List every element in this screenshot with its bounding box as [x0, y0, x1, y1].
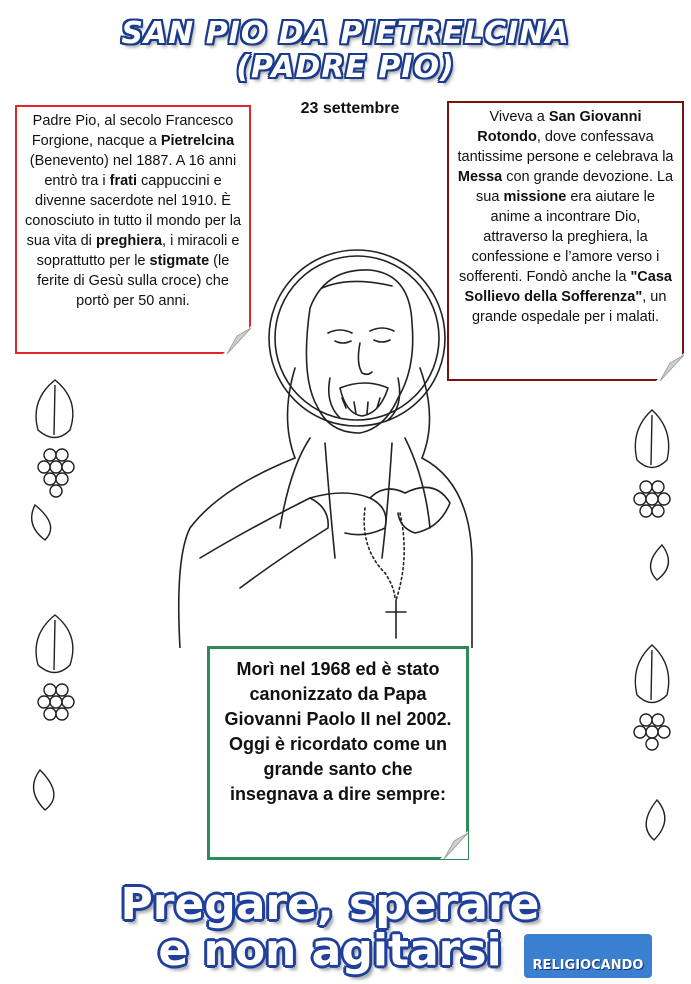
- feast-date: 23 settembre: [300, 100, 400, 117]
- note-text: Padre Pio, al secolo Francesco Forgione, nacque a: [31, 113, 234, 149]
- note-text: con grande devozione. La sua: [476, 169, 674, 205]
- leaf-icon: [32, 505, 51, 540]
- page-title: SAN PIO DA PIETRELCINA: [121, 16, 570, 51]
- note-text: , un grande ospedale per i malati.: [471, 289, 667, 325]
- note-text: Viveva a: [489, 109, 549, 125]
- grapes-icon: [634, 481, 670, 517]
- note-text: cappuccini e divenne sacerdote nel 1910. È conosciuto in tutto il mondo per la sua vita di: [25, 173, 242, 249]
- cross-icon: [386, 600, 406, 638]
- note-bold: Messa: [457, 169, 503, 185]
- slogan-line-1: Pregare, sperare: [120, 879, 540, 930]
- note-bold: preghiera: [95, 233, 163, 249]
- leaf-icon: [646, 800, 665, 840]
- grapes-icon: [38, 449, 74, 497]
- note-bold: stigmate: [149, 253, 210, 269]
- grapes-icon: [634, 714, 670, 750]
- page-subtitle: (PADRE PIO): [236, 50, 455, 85]
- note-bold: San Giovanni Rotondo: [477, 109, 642, 145]
- leaf-icon: [635, 410, 668, 468]
- page-curl-icon: [656, 353, 684, 381]
- page-curl-icon: [440, 831, 468, 859]
- grapes-icon: [38, 684, 74, 720]
- halo-icon: [269, 250, 445, 426]
- leaf-icon: [36, 615, 73, 673]
- leaf-icon: [34, 770, 54, 810]
- rosary-icon: [364, 508, 395, 600]
- note-bold: frati: [109, 173, 138, 189]
- religiocando-logo: [524, 934, 652, 978]
- slogan-line-2: e non agitarsi: [158, 925, 502, 976]
- note-text: Morì nel 1968 ed è stato canonizzato da Papa Giovanni Paolo II nel 2002. Oggi è ricordato come un grande santo che insegnava a dire sempre:: [224, 659, 452, 804]
- note-text: , i miracoli e soprattutto per le: [36, 233, 240, 269]
- right-vine-decoration: [622, 405, 682, 845]
- note-text: , dove confessava tantissime persone e celebrava la: [457, 129, 674, 165]
- note-bold: "Casa Sollievo della Sofferenza": [464, 269, 672, 305]
- left-vine-decoration: [20, 375, 90, 815]
- leaf-icon: [651, 545, 669, 580]
- note-text: (Benevento) nel 1887. A 16 anni entrò tra i: [29, 153, 237, 189]
- canonization-note: [207, 646, 469, 860]
- logo-text: RELIGIOCANDO: [532, 958, 644, 973]
- leaf-icon: [635, 645, 668, 703]
- note-bold: Pietrelcina: [160, 133, 235, 149]
- note-text: era aiutare le anime a incontrare Dio, attraverso la preghiera, la confessione e l’amore verso i sofferenti. Fondò anche la: [459, 189, 660, 285]
- note-text: (le ferite di Gesù sulla croce) che portò per 50 anni.: [37, 253, 230, 309]
- padre-pio-illustration: [160, 228, 490, 648]
- note-bold: missione: [503, 189, 567, 205]
- leaf-icon: [36, 380, 73, 438]
